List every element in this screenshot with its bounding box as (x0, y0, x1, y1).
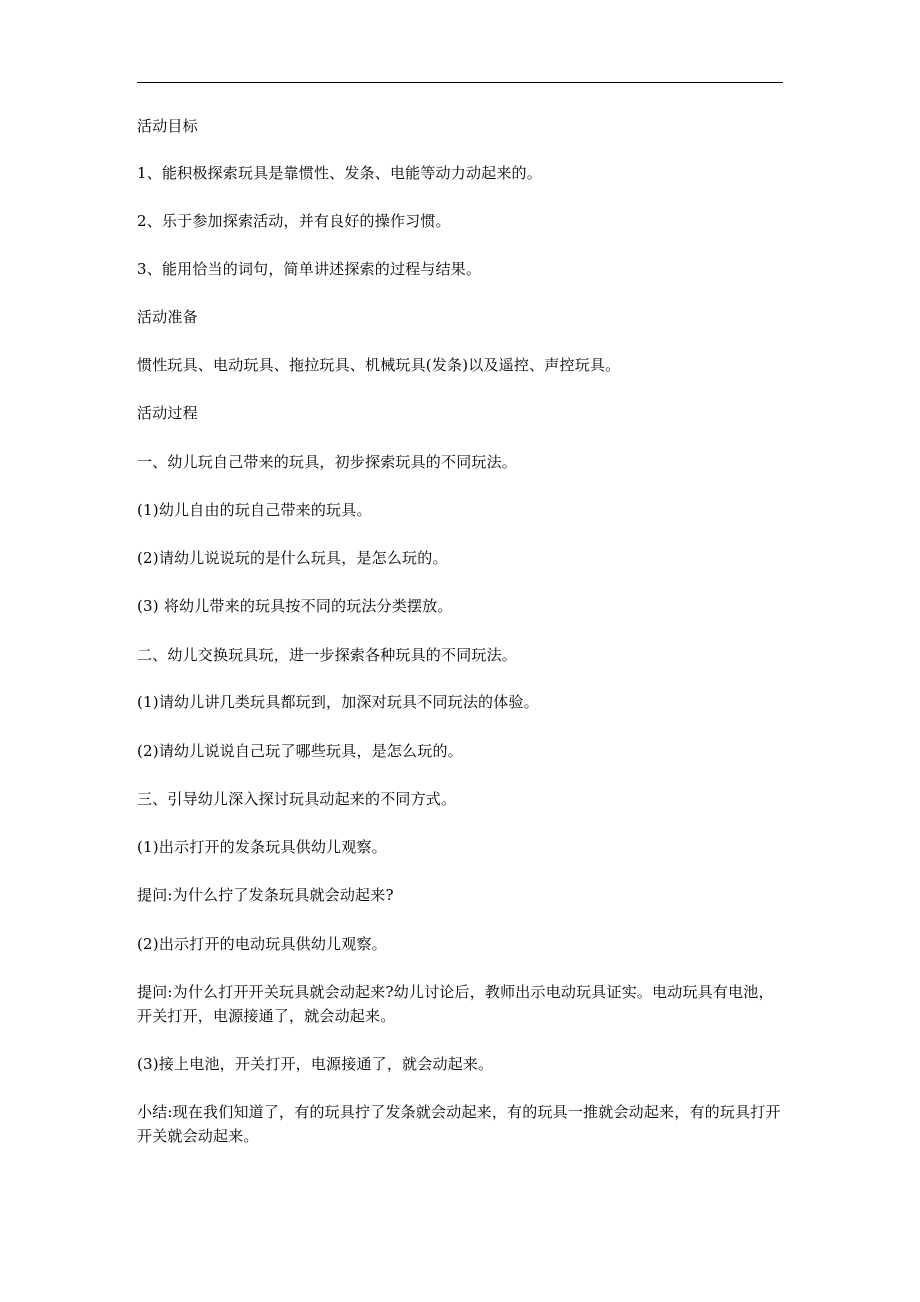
process-step-1-sub-3: (3) 将幼儿带来的玩具按不同的玩法分类摆放。 (137, 597, 453, 615)
process-step-1-sub-1: (1)幼儿自由的玩自己带来的玩具。 (137, 501, 372, 519)
question-2: 提问:为什么打开开关玩具就会动起来?幼儿讨论后，教师出示电动玩具证实。电动玩具有电池，开关打开，电源接通了，就会动起来。 (137, 983, 774, 1025)
process-step-3: 三、引导幼儿深入探讨玩具动起来的不同方式。 (137, 790, 457, 808)
process-step-2: 二、幼儿交换玩具玩，进一步探索各种玩具的不同玩法。 (137, 646, 518, 664)
heading-activity-preparation: 活动准备 (137, 308, 198, 326)
header-rule (137, 82, 783, 83)
goal-item-1: 1、能积极探索玩具是靠惯性、发条、电能等动力动起来的。 (137, 164, 542, 182)
heading-activity-process: 活动过程 (137, 404, 198, 422)
process-step-3-sub-2: (2)出示打开的电动玩具供幼儿观察。 (137, 935, 387, 953)
process-step-3-sub-3: (3)接上电池，开关打开，电源接通了，就会动起来。 (137, 1055, 494, 1073)
question-1: 提问:为什么拧了发条玩具就会动起来? (137, 886, 394, 904)
process-step-3-sub-1: (1)出示打开的发条玩具供幼儿观察。 (137, 838, 387, 856)
process-step-2-sub-1: (1)请幼儿讲几类玩具都玩到，加深对玩具不同玩法的体验。 (137, 693, 539, 711)
goal-item-3: 3、能用恰当的词句，简单讲述探索的过程与结果。 (137, 260, 482, 278)
heading-activity-goals: 活动目标 (137, 117, 198, 135)
preparation-text: 惯性玩具、电动玩具、拖拉玩具、机械玩具(发条)以及遥控、声控玩具。 (137, 356, 621, 374)
process-step-1: 一、幼儿玩自己带来的玩具，初步探索玩具的不同玩法。 (137, 453, 518, 471)
goal-item-2: 2、乐于参加探索活动，并有良好的操作习惯。 (137, 212, 451, 230)
summary-text: 小结:现在我们知道了，有的玩具拧了发条就会动起来，有的玩具一推就会动起来，有的玩具打开开关就会动起来。 (137, 1103, 781, 1145)
process-step-1-sub-2: (2)请幼儿说说玩的是什么玩具，是怎么玩的。 (137, 549, 448, 567)
process-step-2-sub-2: (2)请幼儿说说自己玩了哪些玩具，是怎么玩的。 (137, 742, 463, 760)
